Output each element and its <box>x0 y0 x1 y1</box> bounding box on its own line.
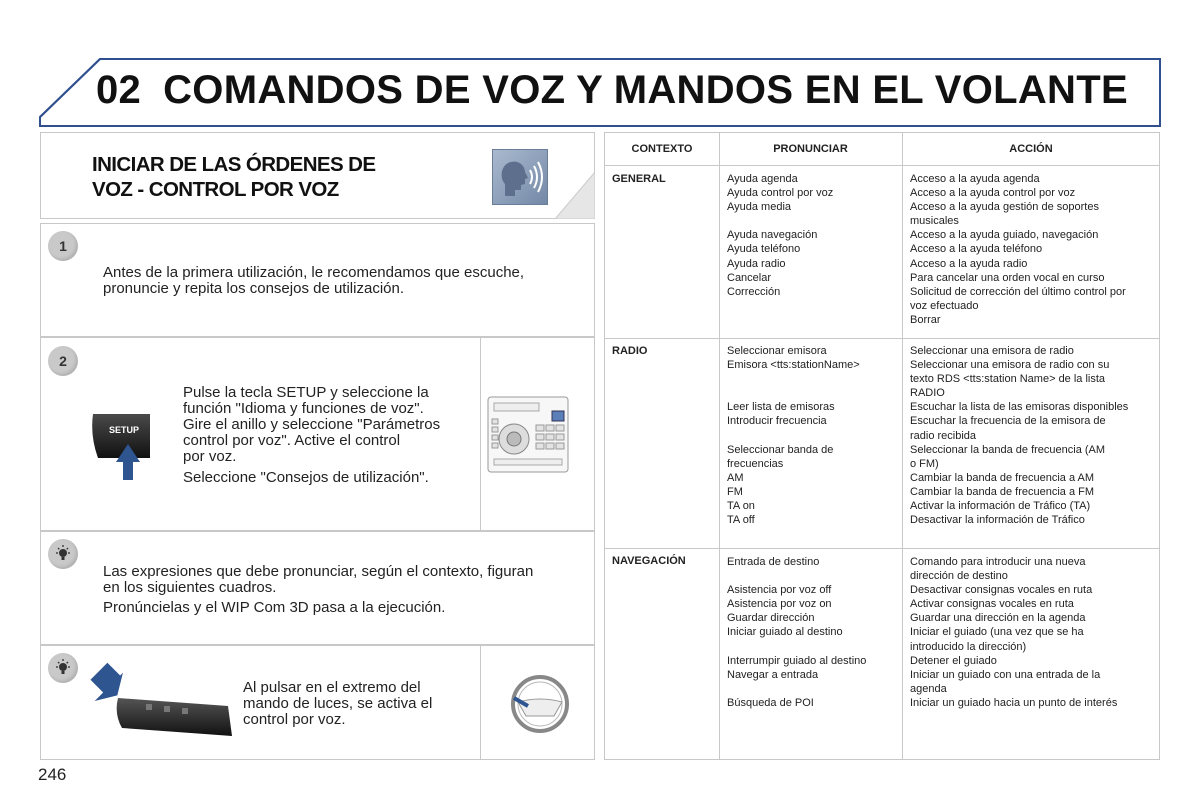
divider <box>480 337 481 531</box>
general-action: Acceso a la ayuda agenda Acceso a la ayuda control por voz Acceso a la ayuda gestión de soportes musicales Acceso a la ayuda guiado, navegación Acceso a la ayuda teléfono Acceso a la ayuda radio Para cancelar una orden vocal en curso Solicitud de corrección del último control por voz efectuado Borrar <box>910 173 1126 326</box>
tip-text: Las expresiones que debe pronunciar, según el contexto, figuran en los siguientes cuadros. Pronúncielas y el WIP Com 3D pasa a la ejecución. <box>103 563 534 616</box>
step-number-badge: 2 <box>48 346 78 376</box>
radio-action: Seleccionar una emisora de radio Seleccionar una emisora de radio con su texto RDS <tts:station Name> de la lista RADIO Escuchar la lista de las emisoras disponibles Escuchar la frecuencia de la emisora de radio recibida Seleccionar la banda de frecuencia (AM o FM) Cambiar la banda de frecuencia a AM Cambiar la banda de frecuencia a FM Activar la información de Tráfico (TA) Desactivar la información de Tráfico <box>910 345 1129 527</box>
radio-pronounce: Seleccionar emisora Emisora <tts:stationName> Leer lista de emisoras Introducir frecuencia Seleccionar banda de frecuencias AM FM TA on TA off <box>727 345 860 527</box>
chapter-title: COMANDOS DE VOZ Y MANDOS EN EL VOLANTE <box>163 68 1128 112</box>
column-header-context: CONTEXTO <box>631 143 693 155</box>
step-number-badge: 1 <box>48 231 78 261</box>
steering-wheel-illustration <box>508 672 572 736</box>
voice-command-table <box>604 132 1160 760</box>
chapter-number: 02 <box>96 68 142 112</box>
divider <box>480 645 481 760</box>
panel-corner-fold <box>555 132 595 219</box>
section-title: INICIAR DE LAS ÓRDENES DE VOZ - CONTROL POR VOZ <box>92 153 376 201</box>
setup-button-illustration <box>88 408 163 483</box>
context-general: GENERAL <box>612 173 666 185</box>
page-title <box>96 68 1128 118</box>
navigation-action: Comando para introducir una nueva dirección de destino Desactivar consignas vocales en ruta Activar consignas vocales en ruta Guardar una dirección en la agenda Iniciar el guiado (una vez que se ha introducido la dirección) Detener el guiado Iniciar un guiado con una entrada de la agenda Iniciar un guiado hacia un punto de interés <box>910 556 1118 709</box>
stalk-text: Al pulsar en el extremo del mando de luces, se activa el control por voz. <box>243 679 433 728</box>
head-unit-illustration <box>486 395 570 475</box>
navigation-pronounce: Entrada de destino Asistencia por voz off Asistencia por voz on Guardar dirección Iniciar guiado al destino Interrumpir guiado al destino Navegar a entrada Búsqueda de POI <box>727 556 867 709</box>
context-navigation: NAVEGACIÓN <box>612 555 686 567</box>
step-2-text: Pulse la tecla SETUP y seleccione la función "Idioma y funciones de voz". Gire el anillo y seleccione "Parámetros control por voz". Active el control por voz. Seleccione "Consejos de utilización". <box>183 384 441 486</box>
column-header-pronounce: PRONUNCIAR <box>773 143 848 155</box>
context-radio: RADIO <box>612 345 648 357</box>
page-number: 246 <box>38 765 67 784</box>
light-stalk-illustration <box>88 662 236 742</box>
setup-button-label: SETUP <box>108 425 140 435</box>
voice-command-icon <box>492 149 548 205</box>
general-pronounce: Ayuda agenda Ayuda control por voz Ayuda media Ayuda navegación Ayuda teléfono Ayuda radio Cancelar Corrección <box>727 173 834 298</box>
step-1-text: Antes de la primera utilización, le recomendamos que escuche, pronuncie y repita los consejos de utilización. <box>103 264 525 297</box>
tip-lightbulb-icon <box>48 653 78 683</box>
tip-lightbulb-icon <box>48 539 78 569</box>
column-header-action: ACCIÓN <box>1009 143 1053 155</box>
